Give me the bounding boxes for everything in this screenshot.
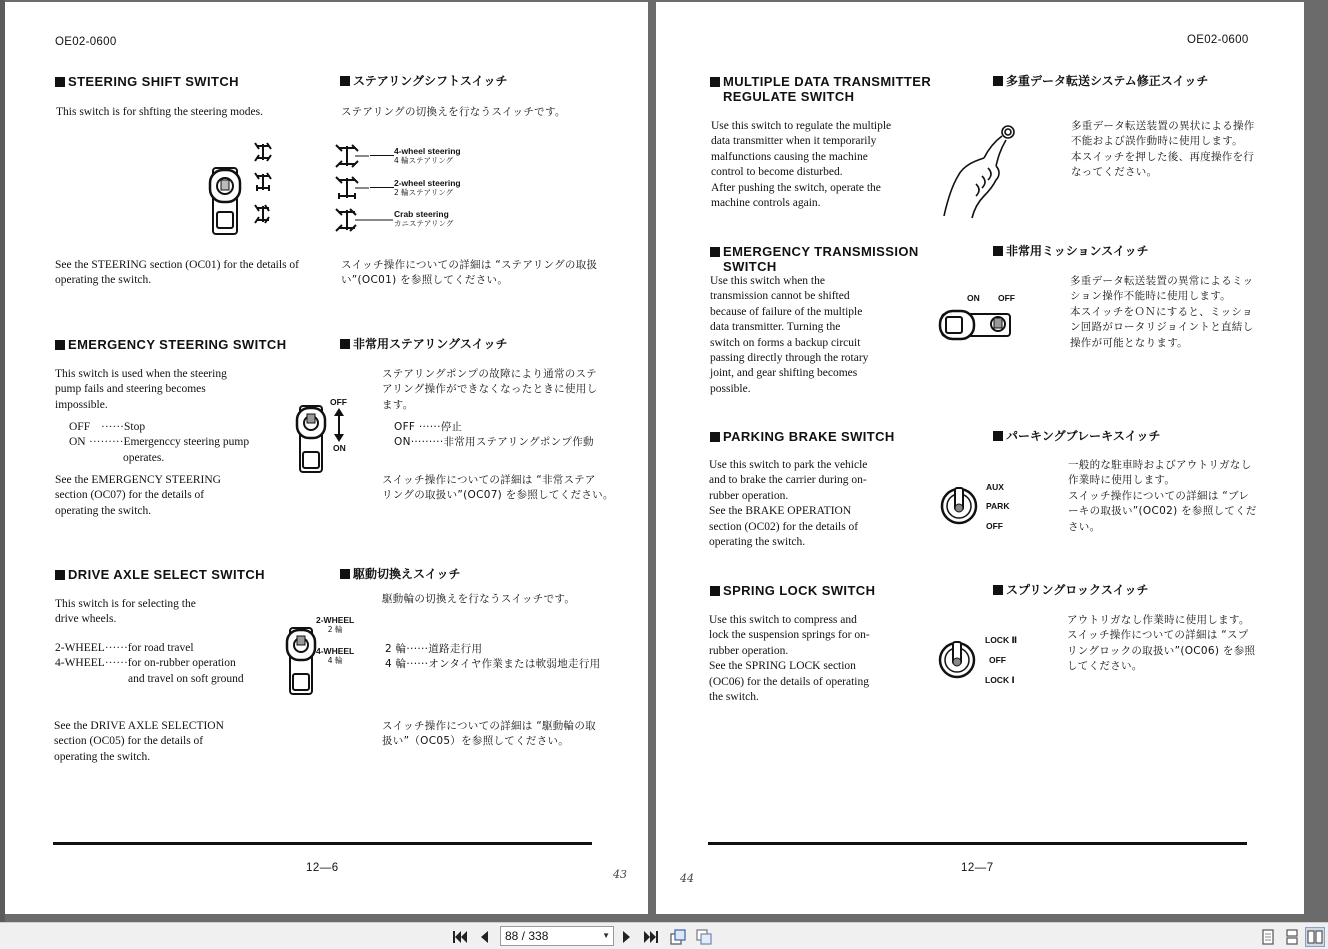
mode-crab-label: Crab steering カニステアリング (394, 209, 454, 228)
parking-brake-switch-illustration (940, 482, 982, 528)
section-heading-jp: 駆動切換えスイッチ (340, 567, 461, 582)
footer-rule (53, 842, 592, 845)
viewer-toolbar (0, 922, 1328, 949)
single-page-view-icon (1261, 929, 1275, 945)
emergency-steering-switch-illustration (292, 400, 328, 476)
switch-positions: OFF ······Stop ON ·········Emergenccy steering pump operates. (69, 421, 250, 464)
description-jp: 駆動輪の切換えを行なうスイッチです。 (382, 593, 576, 605)
spring-lock-switch-illustration (938, 636, 980, 682)
switch-positions-jp: OFF ······停止 ON·········非常用ステアリングポンプ作動 (394, 421, 594, 449)
section-heading: MULTIPLE DATA TRANSMITTER REGULATE SWITCH (710, 74, 931, 104)
section-heading-jp: パーキングブレーキスイッチ (993, 429, 1160, 444)
footer-rule (708, 842, 1247, 845)
two-page-view-icon (1307, 929, 1323, 945)
emergency-transmission-switch-illustration (938, 306, 1014, 342)
fit-page-button[interactable] (694, 927, 714, 947)
section-heading: EMERGENCY TRANSMISSION SWITCH (710, 244, 919, 274)
label-aux: AUX (986, 482, 1004, 492)
prev-page-button[interactable] (474, 927, 494, 947)
description-jp: 多重データ転送装置の異常によるミッ ション操作不能時に使用します。 本スイッチをＯＮにすると、ミッショ ン回路がロータリジョイントと直結し 操作が可能となります。 (1070, 275, 1254, 349)
page-number: 12—7 (961, 862, 994, 874)
doc-id: OE02-0600 (1187, 34, 1249, 46)
reference-text: See the DRIVE AXLE SELECTION section (OC05) for the details of operating the switch. (54, 720, 224, 763)
next-page-icon (621, 930, 633, 944)
first-page-button[interactable] (450, 927, 470, 947)
section-heading: EMERGENCY STEERING SWITCH (55, 337, 287, 352)
switch-positions-jp: 2 輪······道路走行用 4 輪······オンタイヤ作業または軟弱地走行用 (385, 643, 601, 671)
label-off: OFF (998, 293, 1015, 303)
label-on: ON (333, 443, 346, 453)
description: Use this switch to park the vehicle and to brake the carrier during on- rubber operation. See the BRAKE OPERATION section (OC02) for the details of operating the switch. (709, 459, 868, 549)
reference-text-jp: スイッチ操作についての詳細は “非常ステア リングの取扱い”(OC07) を参照してください。 (382, 474, 614, 502)
label-lock2: LOCK Ⅱ (985, 635, 1018, 645)
last-page-icon (643, 930, 659, 944)
section-heading-jp: 非常用ステアリングスイッチ (340, 337, 507, 352)
right-page (656, 2, 1304, 914)
last-page-button[interactable] (641, 927, 661, 947)
steering-shift-switch-illustration (205, 140, 295, 240)
description-jp: 多重データ転送装置の異状による操作 不能および誤作動時に使用します。 本スイッチを押した後、再度操作を行 なってください。 (1071, 120, 1255, 179)
continuous-view-button[interactable] (1282, 927, 1302, 947)
reference-text-jp: スイッチ操作についての詳細は “駆動輪の取 扱い”（OC05）を参照してください。 (382, 720, 596, 748)
rotate-view-button[interactable] (668, 927, 688, 947)
mode-4wheel-label: 4-wheel steering 4 輪ステアリング (394, 146, 461, 165)
section-heading-jp: 多重データ転送システム修正スイッチ (993, 74, 1208, 89)
label-2wheel: 2-WHEEL 2 輪 (316, 615, 355, 634)
handwritten-note: 44 (680, 872, 694, 885)
reference-text: See the STEERING section (OC01) for the details of operating the switch. (55, 259, 299, 287)
label-lock1: LOCK Ⅰ (985, 675, 1015, 685)
continuous-view-icon (1285, 929, 1299, 945)
description-jp: ステアリングの切換えを行なうスイッチです。 (341, 106, 566, 118)
label-4wheel: 4-WHEEL 4 輪 (316, 646, 355, 665)
section-heading-jp: 非常用ミッションスイッチ (993, 244, 1149, 259)
page-number: 12—6 (306, 862, 339, 874)
first-page-icon (452, 930, 468, 944)
prev-page-icon (478, 930, 490, 944)
description: This switch is for selecting the drive wheels. (55, 598, 196, 626)
description-jp: ステアリングポンプの故障により通常のステ アリング操作ができなくなったときに使用し ます。 (382, 368, 598, 411)
section-heading-jp: ステアリングシフトスイッチ (340, 74, 507, 89)
up-down-arrow-icon (333, 408, 345, 442)
handwritten-note: 43 (613, 868, 627, 881)
single-page-view-button[interactable] (1258, 927, 1278, 947)
fit-page-icon (695, 928, 713, 946)
description-jp: アウトリガなし作業時に使用します。 スイッチ操作についての詳細は “スプ リングロックの取扱い”(OC06) を参照 してください。 (1067, 614, 1256, 673)
description: Use this switch when the transmission cannot be shifted because of failure of the multiple data transmitter. Turning the switch on forms a backup circuit passing directly through the rotary joint, and gear shifting becomes possible. (710, 275, 869, 395)
description: This switch is for shfting the steering modes. (56, 106, 263, 118)
description: Use this switch to regulate the multiple data transmitter when it temporarily malfunctions causing the machine control to become disturbed. After pushing the switch, operate the machine controls again. (711, 120, 892, 210)
description: This switch is used when the steering pump fails and steering becomes impossible. (55, 368, 227, 411)
doc-id: OE02-0600 (55, 36, 117, 48)
next-page-button[interactable] (617, 927, 637, 947)
description-jp: 一般的な駐車時およびアウトリガなし 作業時に使用します。 スイッチ操作についての詳細は “ブレ ーキの取扱い”(OC02) を参照してくだ さい。 (1068, 459, 1257, 533)
label-off: OFF (986, 521, 1003, 531)
section-heading: STEERING SHIFT SWITCH (55, 74, 239, 89)
label-park: PARK (986, 501, 1010, 511)
reference-text-jp: スイッチ操作についての詳細は “ステアリングの取扱 い”(OC01) を参照してください。 (341, 259, 598, 287)
section-heading-jp: スプリングロックスイッチ (993, 583, 1148, 598)
label-off: OFF (989, 655, 1006, 665)
label-on: ON (967, 293, 980, 303)
chevron-down-icon: ▼ (602, 931, 610, 940)
section-heading: DRIVE AXLE SELECT SWITCH (55, 567, 265, 582)
section-heading: PARKING BRAKE SWITCH (710, 429, 895, 444)
page-number-select[interactable]: 88 / 338 ▼ (500, 926, 614, 946)
mode-2wheel-label: 2-wheel steering 2 輪ステアリング (394, 178, 461, 197)
description: Use this switch to compress and lock the suspension springs for on- rubber operation. See the SPRING LOCK section (OC06) for the details of operating the switch. (709, 614, 870, 704)
two-page-view-button[interactable] (1305, 927, 1325, 947)
hand-pressing-switch-illustration (938, 120, 1028, 220)
reference-text: See the EMERGENCY STEERING section (OC07) for the details of operating the switch. (55, 474, 221, 517)
section-heading: SPRING LOCK SWITCH (710, 583, 875, 598)
switch-positions: 2-WHEEL······for road travel 4-WHEEL······for on-rubber operation and travel on soft ground (55, 642, 244, 685)
drive-axle-switch-illustration (282, 624, 318, 698)
label-off: OFF (330, 397, 347, 407)
left-page (5, 2, 648, 914)
rotate-view-icon (669, 928, 687, 946)
